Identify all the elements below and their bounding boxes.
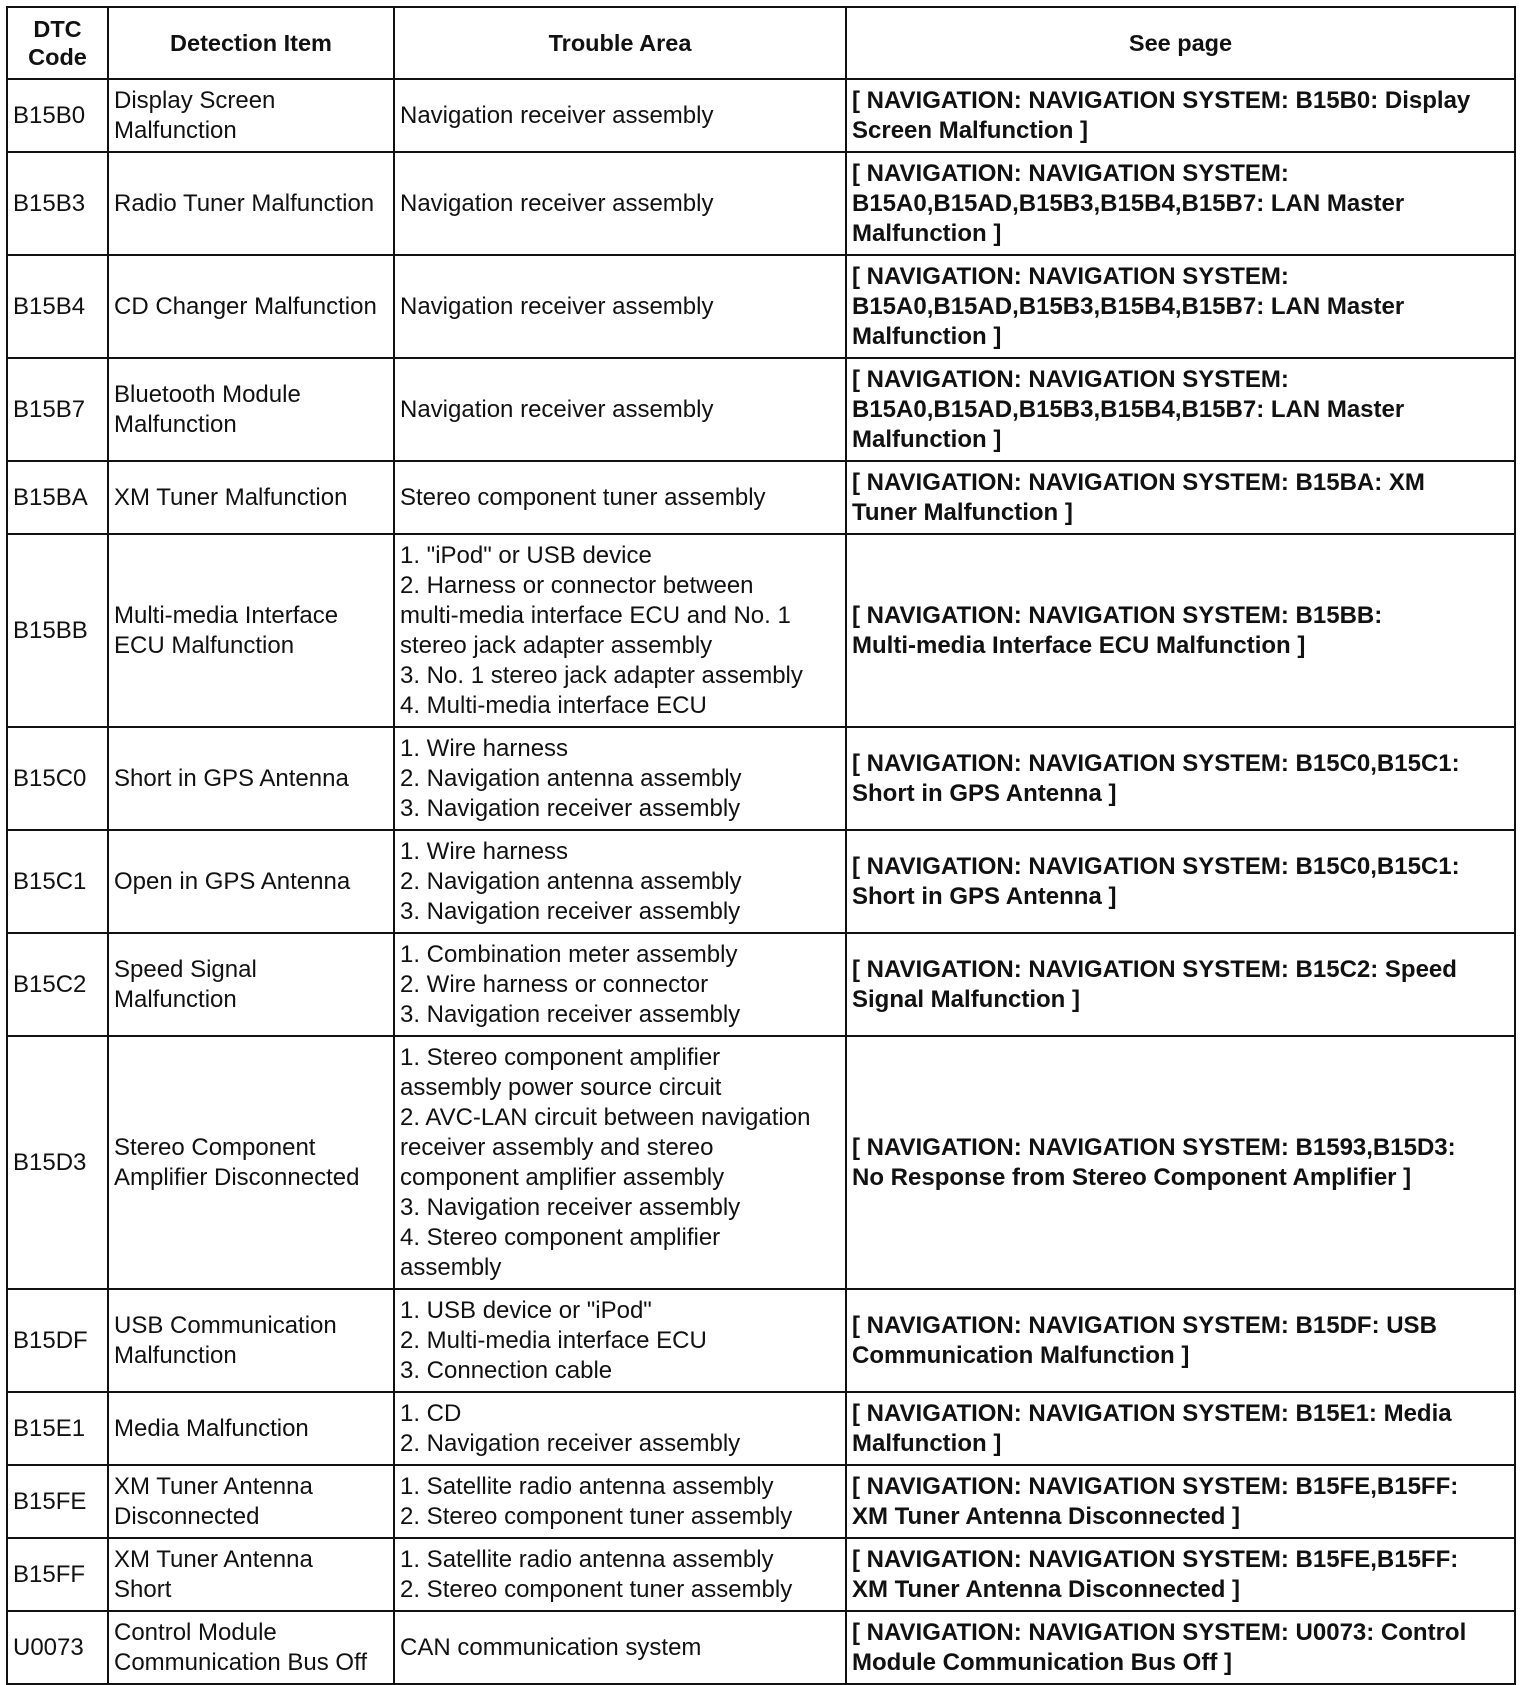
trouble-area-line: 2. Navigation antenna assembly — [400, 867, 742, 895]
see-page-link-line: Malfunction ] — [852, 219, 1002, 247]
detection-item-line: Malfunction — [114, 410, 237, 438]
trouble-area-cell — [394, 358, 846, 461]
detection-item-cell — [108, 1036, 394, 1289]
detection-item-cell — [108, 255, 394, 358]
detection-item-cell — [108, 1611, 394, 1684]
dtc-code-cell: B15B0 — [7, 79, 108, 152]
trouble-area-cell — [394, 255, 846, 358]
dtc-code-cell: B15DF — [7, 1289, 108, 1392]
see-page-link-line: [ NAVIGATION: NAVIGATION SYSTEM: B15BB: — [852, 601, 1383, 629]
dtc-code-cell: B15BB — [7, 534, 108, 727]
detection-item-cell — [108, 534, 394, 727]
trouble-area-cell — [394, 1392, 846, 1465]
trouble-area-line: CAN communication system — [400, 1633, 702, 1661]
see-page-link-cell[interactable] — [846, 461, 1515, 534]
trouble-area-line: 4. Multi-media interface ECU — [400, 691, 707, 719]
trouble-area-line: 1. Stereo component amplifier — [400, 1043, 721, 1071]
header-dtc-code-line2: Code — [28, 44, 87, 70]
see-page-link-line: [ NAVIGATION: NAVIGATION SYSTEM: — [852, 159, 1289, 187]
header-see-page: See page — [846, 7, 1515, 79]
trouble-area-cell — [394, 1538, 846, 1611]
trouble-area-line: 1. "iPod" or USB device — [400, 541, 652, 569]
see-page-link-line: XM Tuner Antenna Disconnected ] — [852, 1575, 1241, 1603]
detection-item-line: XM Tuner Antenna — [114, 1545, 313, 1573]
trouble-area-line: 3. Navigation receiver assembly — [400, 1000, 741, 1028]
dtc-code-cell: B15B3 — [7, 152, 108, 255]
trouble-area-line: 2. Stereo component tuner assembly — [400, 1575, 793, 1603]
see-page-link-line: [ NAVIGATION: NAVIGATION SYSTEM: B15DF: USB — [852, 1311, 1437, 1339]
detection-item-line: Stereo Component — [114, 1133, 316, 1161]
header-dtc-code-line1: DTC — [33, 16, 82, 42]
see-page-link-cell[interactable] — [846, 1392, 1515, 1465]
detection-item-cell — [108, 461, 394, 534]
trouble-area-line: 3. Navigation receiver assembly — [400, 897, 741, 925]
trouble-area-line: 2. Navigation antenna assembly — [400, 764, 742, 792]
see-page-link-cell[interactable] — [846, 1611, 1515, 1684]
see-page-link-line: Signal Malfunction ] — [852, 985, 1080, 1013]
dtc-code-cell: B15D3 — [7, 1036, 108, 1289]
trouble-area-line: 3. No. 1 stereo jack adapter assembly — [400, 661, 803, 689]
see-page-link-line: B15A0,B15AD,B15B3,B15B4,B15B7: LAN Master — [852, 395, 1405, 423]
see-page-link-line: [ NAVIGATION: NAVIGATION SYSTEM: B15C2: Speed — [852, 955, 1457, 983]
trouble-area-line: 2. Harness or connector between — [400, 571, 754, 599]
table-row — [7, 933, 1515, 1036]
see-page-link-line: Malfunction ] — [852, 425, 1002, 453]
detection-item-line: USB Communication — [114, 1311, 337, 1339]
trouble-area-line: 1. Satellite radio antenna assembly — [400, 1545, 774, 1573]
trouble-area-line: multi-media interface ECU and No. 1 — [400, 601, 791, 629]
table-row — [7, 358, 1515, 461]
trouble-area-cell — [394, 933, 846, 1036]
trouble-area-cell — [394, 152, 846, 255]
trouble-area-line: 2. Navigation receiver assembly — [400, 1429, 741, 1457]
detection-item-line: Malfunction — [114, 985, 237, 1013]
trouble-area-cell — [394, 1465, 846, 1538]
table-row — [7, 461, 1515, 534]
trouble-area-line: assembly power source circuit — [400, 1073, 722, 1101]
header-dtc-code — [7, 7, 108, 79]
detection-item-line: XM Tuner Malfunction — [114, 483, 348, 511]
table-row — [7, 727, 1515, 830]
see-page-link-cell[interactable] — [846, 830, 1515, 933]
header-detection-item: Detection Item — [108, 7, 394, 79]
header-row — [7, 7, 1515, 79]
see-page-link-line: [ NAVIGATION: NAVIGATION SYSTEM: B1593,B15D3: — [852, 1133, 1456, 1161]
trouble-area-line: 1. Combination meter assembly — [400, 940, 738, 968]
trouble-area-line: 2. AVC-LAN circuit between navigation — [400, 1103, 811, 1131]
trouble-area-line: 3. Connection cable — [400, 1356, 613, 1384]
table-row — [7, 1465, 1515, 1538]
see-page-link-line: [ NAVIGATION: NAVIGATION SYSTEM: B15C0,B15C1: — [852, 749, 1460, 777]
see-page-link-line: [ NAVIGATION: NAVIGATION SYSTEM: — [852, 262, 1289, 290]
see-page-link-cell[interactable] — [846, 255, 1515, 358]
detection-item-cell — [108, 727, 394, 830]
detection-item-cell — [108, 1392, 394, 1465]
table-row — [7, 152, 1515, 255]
dtc-code-cell: B15C1 — [7, 830, 108, 933]
see-page-link-line: [ NAVIGATION: NAVIGATION SYSTEM: B15FE,B15FF: — [852, 1472, 1459, 1500]
see-page-link-line: Malfunction ] — [852, 1429, 1002, 1457]
trouble-area-cell — [394, 534, 846, 727]
trouble-area-line: assembly — [400, 1253, 502, 1281]
trouble-area-line: 1. Wire harness — [400, 734, 569, 762]
trouble-area-line: 2. Multi-media interface ECU — [400, 1326, 707, 1354]
trouble-area-cell — [394, 1611, 846, 1684]
see-page-link-line: XM Tuner Antenna Disconnected ] — [852, 1502, 1241, 1530]
see-page-link-line: Module Communication Bus Off ] — [852, 1648, 1232, 1676]
see-page-link-line: Tuner Malfunction ] — [852, 498, 1073, 526]
dtc-code-cell: U0073 — [7, 1611, 108, 1684]
see-page-link-cell[interactable] — [846, 534, 1515, 727]
trouble-area-line: 1. Wire harness — [400, 837, 569, 865]
trouble-area-line: Navigation receiver assembly — [400, 101, 714, 129]
see-page-link-line: Multi-media Interface ECU Malfunction ] — [852, 631, 1306, 659]
dtc-code-cell: B15BA — [7, 461, 108, 534]
see-page-link-line: [ NAVIGATION: NAVIGATION SYSTEM: U0073: Control — [852, 1618, 1467, 1646]
header-trouble-area: Trouble Area — [394, 7, 846, 79]
detection-item-line: Amplifier Disconnected — [114, 1163, 360, 1191]
see-page-link-line: [ NAVIGATION: NAVIGATION SYSTEM: B15C0,B15C1: — [852, 852, 1460, 880]
trouble-area-line: 3. Navigation receiver assembly — [400, 1193, 741, 1221]
trouble-area-line: Navigation receiver assembly — [400, 292, 714, 320]
see-page-link-line: B15A0,B15AD,B15B3,B15B4,B15B7: LAN Master — [852, 189, 1405, 217]
trouble-area-line: receiver assembly and stereo — [400, 1133, 714, 1161]
table-row — [7, 830, 1515, 933]
trouble-area-line: Navigation receiver assembly — [400, 189, 714, 217]
trouble-area-line: 1. Satellite radio antenna assembly — [400, 1472, 774, 1500]
trouble-area-line: 1. USB device or "iPod" — [400, 1296, 652, 1324]
see-page-link-cell[interactable] — [846, 79, 1515, 152]
see-page-link-line: Malfunction ] — [852, 322, 1002, 350]
trouble-area-line: 4. Stereo component amplifier — [400, 1223, 721, 1251]
table-row — [7, 1289, 1515, 1392]
see-page-link-line: [ NAVIGATION: NAVIGATION SYSTEM: B15B0: Display — [852, 86, 1471, 114]
detection-item-cell — [108, 1538, 394, 1611]
detection-item-line: Display Screen — [114, 86, 276, 114]
dtc-code-cell: B15B7 — [7, 358, 108, 461]
detection-item-line: Speed Signal — [114, 955, 257, 983]
trouble-area-line: Navigation receiver assembly — [400, 395, 714, 423]
see-page-link-line: No Response from Stereo Component Amplifier ] — [852, 1163, 1412, 1191]
trouble-area-line: 2. Wire harness or connector — [400, 970, 709, 998]
trouble-area-line: Stereo component tuner assembly — [400, 483, 766, 511]
dtc-code-cell: B15FE — [7, 1465, 108, 1538]
trouble-area-cell — [394, 830, 846, 933]
see-page-link-cell[interactable] — [846, 152, 1515, 255]
detection-item-line: XM Tuner Antenna — [114, 1472, 313, 1500]
trouble-area-line: 3. Navigation receiver assembly — [400, 794, 741, 822]
see-page-link-cell[interactable] — [846, 727, 1515, 830]
dtc-code-cell: B15B4 — [7, 255, 108, 358]
see-page-link-line: [ NAVIGATION: NAVIGATION SYSTEM: — [852, 365, 1289, 393]
see-page-link-line: Short in GPS Antenna ] — [852, 779, 1117, 807]
dtc-table — [6, 6, 1516, 1685]
trouble-area-cell — [394, 461, 846, 534]
dtc-code-cell: B15C0 — [7, 727, 108, 830]
table-row — [7, 534, 1515, 727]
detection-item-line: Disconnected — [114, 1502, 260, 1530]
see-page-link-line: [ NAVIGATION: NAVIGATION SYSTEM: B15E1: Media — [852, 1399, 1452, 1427]
table-row — [7, 79, 1515, 152]
trouble-area-line: component amplifier assembly — [400, 1163, 725, 1191]
see-page-link-line: [ NAVIGATION: NAVIGATION SYSTEM: B15BA: XM — [852, 468, 1425, 496]
see-page-link-cell[interactable] — [846, 1036, 1515, 1289]
table-body — [7, 79, 1515, 1684]
see-page-link-line: [ NAVIGATION: NAVIGATION SYSTEM: B15FE,B15FF: — [852, 1545, 1459, 1573]
see-page-link-line: Screen Malfunction ] — [852, 116, 1089, 144]
detection-item-cell — [108, 358, 394, 461]
see-page-link-cell[interactable] — [846, 933, 1515, 1036]
see-page-link-cell[interactable] — [846, 358, 1515, 461]
detection-item-cell — [108, 933, 394, 1036]
detection-item-line: CD Changer Malfunction — [114, 292, 377, 320]
detection-item-line: Multi-media Interface — [114, 601, 339, 629]
detection-item-line: Control Module — [114, 1618, 277, 1646]
trouble-area-line: stereo jack adapter assembly — [400, 631, 713, 659]
table-row — [7, 1611, 1515, 1684]
detection-item-line: Radio Tuner Malfunction — [114, 189, 375, 217]
detection-item-cell — [108, 830, 394, 933]
detection-item-line: Media Malfunction — [114, 1414, 309, 1442]
detection-item-cell — [108, 1289, 394, 1392]
detection-item-cell — [108, 79, 394, 152]
trouble-area-line: 1. CD — [400, 1399, 462, 1427]
detection-item-line: Malfunction — [114, 116, 237, 144]
see-page-link-cell[interactable] — [846, 1465, 1515, 1538]
detection-item-line: Bluetooth Module — [114, 380, 301, 408]
see-page-link-line: Short in GPS Antenna ] — [852, 882, 1117, 910]
see-page-link-cell[interactable] — [846, 1289, 1515, 1392]
trouble-area-cell — [394, 79, 846, 152]
trouble-area-cell — [394, 1289, 846, 1392]
table-row — [7, 255, 1515, 358]
dtc-code-cell: B15C2 — [7, 933, 108, 1036]
see-page-link-cell[interactable] — [846, 1538, 1515, 1611]
table-row — [7, 1538, 1515, 1611]
trouble-area-cell — [394, 727, 846, 830]
detection-item-line: ECU Malfunction — [114, 631, 295, 659]
table-row — [7, 1036, 1515, 1289]
detection-item-cell — [108, 152, 394, 255]
dtc-code-cell: B15E1 — [7, 1392, 108, 1465]
dtc-code-cell: B15FF — [7, 1538, 108, 1611]
detection-item-line: Short — [114, 1575, 172, 1603]
trouble-area-line: 2. Stereo component tuner assembly — [400, 1502, 793, 1530]
detection-item-line: Malfunction — [114, 1341, 237, 1369]
detection-item-line: Open in GPS Antenna — [114, 867, 351, 895]
see-page-link-line: B15A0,B15AD,B15B3,B15B4,B15B7: LAN Master — [852, 292, 1405, 320]
detection-item-line: Short in GPS Antenna — [114, 764, 349, 792]
detection-item-cell — [108, 1465, 394, 1538]
trouble-area-cell — [394, 1036, 846, 1289]
detection-item-line: Communication Bus Off — [114, 1648, 367, 1676]
table-row — [7, 1392, 1515, 1465]
see-page-link-line: Communication Malfunction ] — [852, 1341, 1190, 1369]
